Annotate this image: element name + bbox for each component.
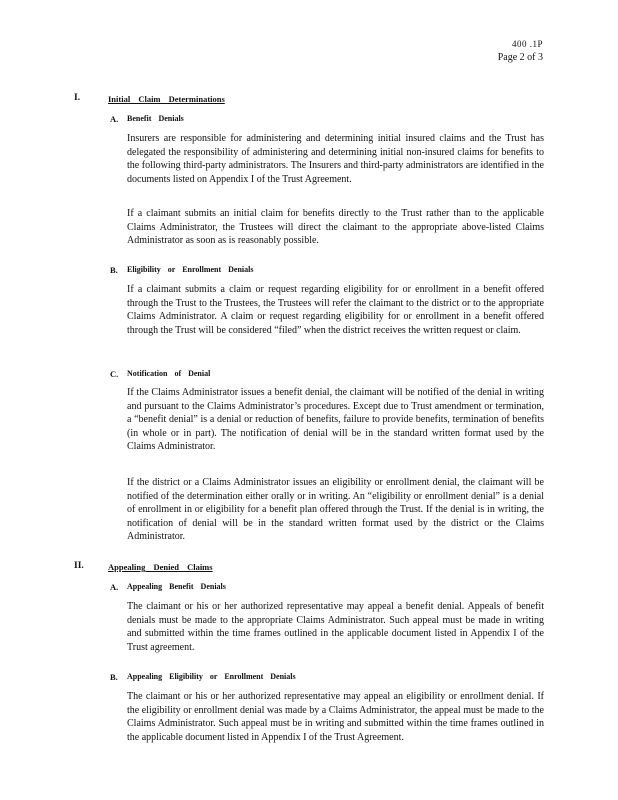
subsection-letter: B. [110, 265, 118, 275]
paragraph [127, 132, 544, 186]
paragraph-text: If a claimant submits a claim or request regarding eligibility for or enrollment in a benefit offered through the Trust to the Trustees, the Trustees will refer the claimant to the district or to the appropriate Claims Administrator. A claim or request regarding eligibility for or enrollment in a benefit offered through the Trust will be considered “filed” when the district receives the written request or claim. [127, 284, 544, 336]
subsection-title: Notification of Denial [127, 369, 211, 378]
paragraph [127, 283, 544, 337]
subsection-title: Eligibility or Enrollment Denials [127, 265, 254, 274]
subsection-letter: B. [110, 672, 118, 682]
paragraph-text: The claimant or his or her authorized representative may appeal an eligibility or enrollment denial. If the eligibility or enrollment denial was made by a Claims Administrator, the appeal must be made to the Claims Administrator. Such appeal must be in writing and submitted within the time frames outlined in the applicable document listed in Appendix I of the Trust Agreement. [127, 691, 544, 743]
paragraph [127, 600, 544, 654]
section-title: Initial Claim Determinations [108, 94, 225, 104]
policy-code: 400 .1P [511, 39, 543, 49]
section-numeral: I. [74, 93, 81, 103]
section-title: Appealing Denied Claims [108, 562, 213, 572]
subsection-letter: A. [110, 582, 119, 592]
paragraph-text: If the Claims Administrator issues a benefit denial, the claimant will be notified of the denial in writing and pursuant to the Claims Administrator’s procedures. Except due to Trust amendment or termination, a “benefit denial” is a denial or reduction of benefits, failure to provide benefits, termination of benefits (in whole or in part). The notification of denial will be in the standard written format used by the Claims Administrator. [127, 387, 544, 453]
paragraph [127, 386, 544, 454]
paragraph [127, 690, 544, 744]
page-number: Page 2 of 3 [497, 52, 543, 63]
page-header [498, 38, 543, 64]
paragraph [127, 207, 544, 248]
section-numeral: II. [74, 561, 84, 571]
subsection-letter: A. [110, 114, 119, 124]
subsection-title: Appealing Eligibility or Enrollment Denials [127, 672, 296, 681]
paragraph-text: Insurers are responsible for administering and determining initial insured claims and the Trust has delegated the responsibility of administering and determining initial non-insured claims for benefits to the following third-party administrators. The Insurers and third-party administrators are identified in the documents listed on Appendix I of the Trust Agreement. [127, 133, 544, 185]
paragraph-text: If the district or a Claims Administrator issues an eligibility or enrollment denial, the claimant will be notified of the determination either orally or in writing. An “eligibility or enrollment denial” is a denial of enrollment in or eligibility for a benefit plan offered through the Trust. If the denial is in writing, the notification of denial will be in the standard written format used by the district or the Claims Administrator. [127, 477, 544, 543]
paragraph-text: The claimant or his or her authorized representative may appeal a benefit denial. Appeals of benefit denials must be made to the appropriate Claims Administrator. Such appeal must be made in writing and submitted within the time frames outlined in the applicable document listed in Appendix I of the Trust agreement. [127, 601, 544, 653]
paragraph-text: If a claimant submits an initial claim for benefits directly to the Trust rather than to the applicable Claims Administrator, the Trustees will direct the claimant to the appropriate above-listed Claims Administrator as soon as is reasonably possible. [127, 208, 544, 247]
subsection-title: Appealing Benefit Denials [127, 582, 226, 591]
paragraph [127, 476, 544, 544]
subsection-letter: C. [110, 369, 119, 379]
subsection-title: Benefit Denials [127, 114, 184, 123]
